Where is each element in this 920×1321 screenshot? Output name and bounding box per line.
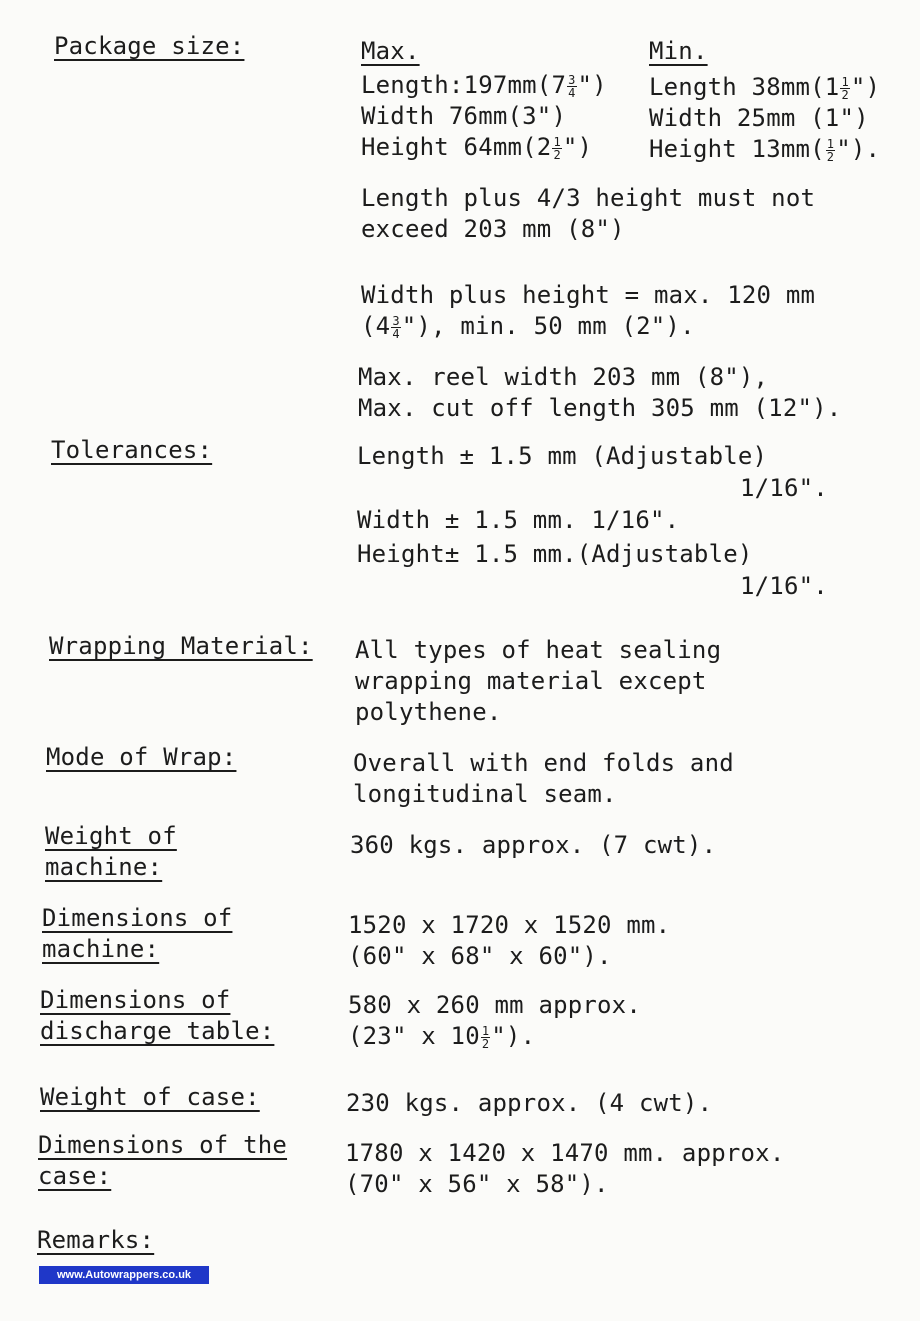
dimensions-of-table-value: 580 x 260 mm approx. (23" x 10 $\frac{1}{2}$ "). bbox=[348, 991, 641, 1052]
min-height: Height 13mm( $\frac{1}{2}$ "). bbox=[649, 135, 881, 165]
label-dimensions-of-machine: Dimensions of machine: bbox=[42, 904, 233, 963]
label-wrapping-material: Wrapping Material: bbox=[49, 632, 313, 660]
max-dimensions bbox=[361, 70, 607, 163]
website-badge: www.Autowrappers.co.uk bbox=[39, 1266, 209, 1284]
max-width: Width 76mm(3") bbox=[361, 102, 567, 130]
label-weight-of-case: Weight of case: bbox=[40, 1083, 260, 1111]
label-package-size: Package size: bbox=[54, 32, 245, 60]
tolerance-height: Height± 1.5 mm.(Adjustable) bbox=[357, 540, 753, 568]
label-mode-of-wrap: Mode of Wrap: bbox=[46, 743, 237, 771]
max-length: Length:197mm(7 $\frac{3}{4}$ ") bbox=[361, 71, 607, 101]
weight-of-case-value: 230 kgs. approx. (4 cwt). bbox=[346, 1089, 713, 1117]
label-dimensions-of-case: Dimensions of the case: bbox=[38, 1131, 288, 1190]
wrapping-material-value: All types of heat sealing wrapping material except polythene. bbox=[355, 636, 722, 726]
label-dimensions-of-table: Dimensions of discharge table: bbox=[40, 986, 275, 1045]
label-weight-of-machine: Weight of machine: bbox=[45, 822, 177, 881]
dimensions-of-case-value: 1780 x 1420 x 1470 mm. approx. (70" x 56" x 58"). bbox=[345, 1139, 785, 1198]
tolerance-length: Length ± 1.5 mm (Adjustable) bbox=[357, 442, 768, 470]
label-tolerances: Tolerances: bbox=[51, 436, 213, 464]
weight-of-machine-value: 360 kgs. approx. (7 cwt). bbox=[350, 831, 717, 859]
tolerance-width: Width ± 1.5 mm. 1/16". bbox=[357, 506, 680, 534]
note-reel-width: Max. reel width 203 mm (8"), Max. cut off length 305 mm (12"). bbox=[358, 363, 842, 422]
note-width-plus-height: Width plus height = max. 120 mm (4 $\frac{3}{4}$ "), min. 50 mm (2"). bbox=[361, 281, 816, 342]
min-dimensions bbox=[649, 72, 880, 165]
min-length: Length 38mm(1 $\frac{1}{2}$ ") bbox=[649, 73, 881, 103]
note-length-plus-height: Length plus 4/3 height must not exceed 203 mm (8") bbox=[361, 184, 816, 243]
max-height: Height 64mm(2 $\frac{1}{2}$ ") bbox=[361, 133, 593, 163]
header-min: Min. bbox=[649, 37, 708, 65]
label-remarks: Remarks: bbox=[37, 1226, 155, 1254]
tolerance-height-inch: 1/16". bbox=[740, 572, 828, 600]
mode-of-wrap-value: Overall with end folds and longitudinal seam. bbox=[353, 749, 734, 808]
dimensions-of-machine-value: 1520 x 1720 x 1520 mm. (60" x 68" x 60"). bbox=[348, 911, 671, 970]
header-max: Max. bbox=[361, 37, 420, 65]
tolerance-length-inch: 1/16". bbox=[740, 474, 828, 502]
min-width: Width 25mm (1") bbox=[649, 104, 869, 132]
